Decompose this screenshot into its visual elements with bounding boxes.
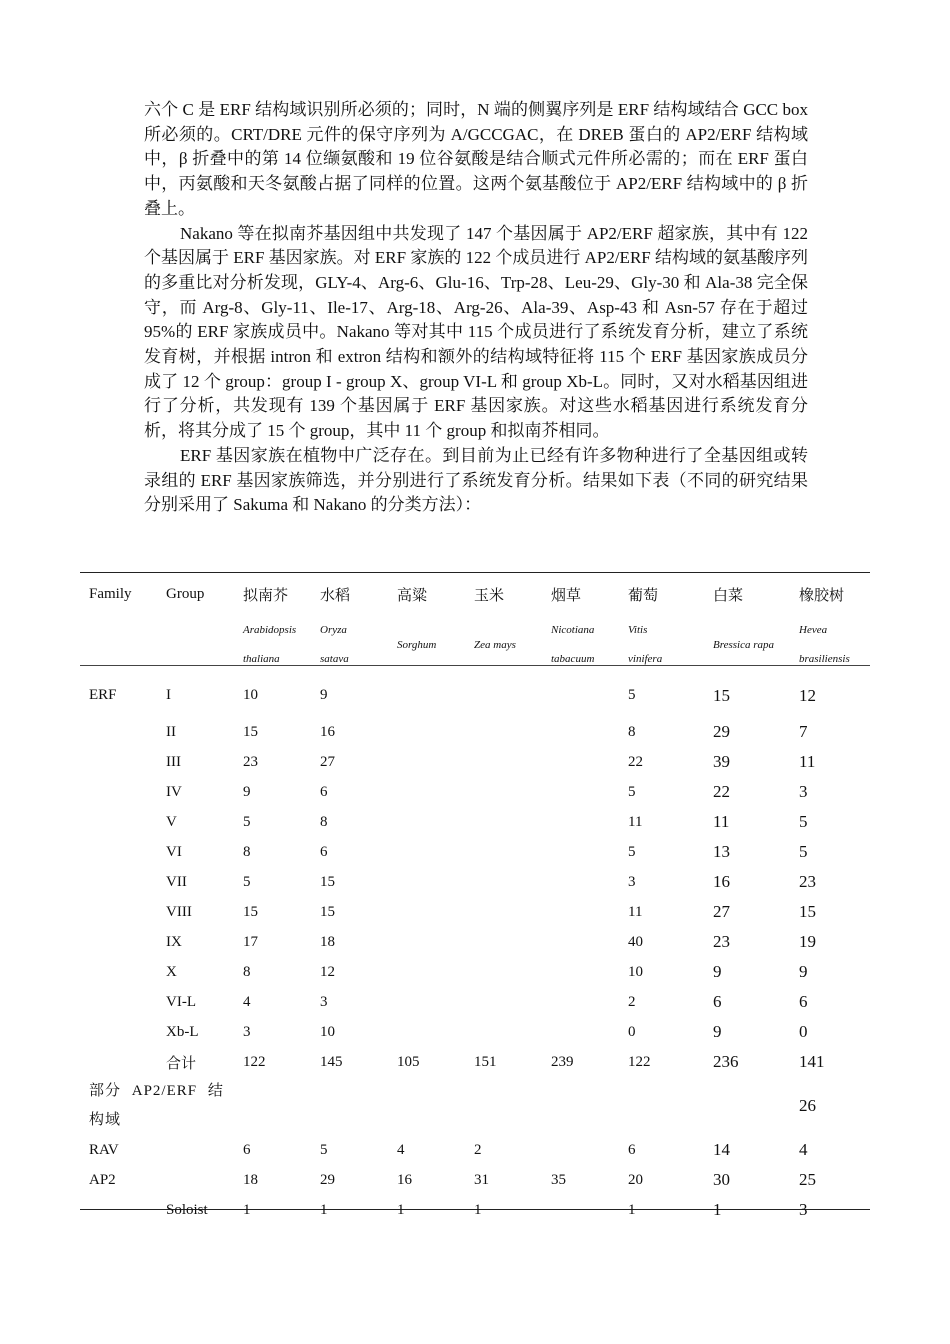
value-cell: 23	[243, 753, 258, 770]
value-cell: 14	[713, 1140, 730, 1159]
column-header-species: 水稻	[320, 587, 351, 604]
value-cell	[465, 807, 542, 837]
group-cell: V	[166, 813, 177, 830]
value-cell: 19	[799, 932, 816, 951]
value-cell: 3	[799, 1200, 808, 1219]
value-cell: 40	[628, 933, 643, 950]
latin-name: Oryza satava	[320, 624, 349, 665]
value-cell: 5	[628, 687, 636, 703]
group-cell: X	[166, 963, 177, 980]
latin-name: Arabidopsis thaliana	[243, 624, 297, 665]
value-cell: 18	[243, 1171, 258, 1188]
family-cell	[80, 957, 157, 987]
value-cell	[542, 867, 619, 897]
value-cell	[388, 867, 465, 897]
value-cell	[542, 837, 619, 867]
table-header-row	[80, 572, 870, 616]
value-cell: 5	[243, 873, 251, 890]
value-cell	[704, 1077, 790, 1135]
value-cell	[465, 674, 542, 717]
value-cell: 105	[397, 1053, 420, 1070]
value-cell: 8	[320, 813, 328, 830]
value-cell: 151	[474, 1053, 497, 1070]
value-cell: 29	[713, 722, 730, 741]
group-cell	[157, 1165, 234, 1195]
column-header-species: 橡胶树	[799, 587, 845, 604]
value-cell: 4	[397, 1141, 405, 1158]
value-cell	[388, 674, 465, 717]
value-cell	[388, 987, 465, 1017]
table-row	[80, 1165, 870, 1195]
paragraph-1: 六个 C 是 ERF 结构域识别所必须的；同时，N 端的侧翼序列是 ERF 结构域结合 GCC box 所必须的。CRT/DRE 元件的保守序列为 A/GCCGAC，在 DREB 蛋白的 AP2/ERF 结构域中，β 折叠中的第 14 位缬氨酸和 19 位谷氨酸是结合顺式元件所必需的；而在 ERF 蛋白中，丙氨酸和天冬氨酸占据了同样的位置。这两个氨基酸位于 AP2/ERF 结构域中的 β 折叠上。	[144, 100, 808, 218]
value-cell: 6	[713, 992, 722, 1011]
value-cell: 15	[799, 902, 816, 921]
column-header-family: Family	[89, 585, 132, 602]
value-cell	[542, 957, 619, 987]
group-cell: VII	[166, 873, 187, 890]
value-cell	[542, 747, 619, 777]
value-cell	[542, 674, 619, 717]
value-cell	[388, 807, 465, 837]
value-cell	[465, 837, 542, 867]
value-cell: 20	[628, 1171, 643, 1188]
family-cell	[80, 1047, 157, 1077]
value-cell: 5	[628, 843, 636, 860]
value-cell: 239	[551, 1053, 574, 1070]
value-cell: 141	[799, 1052, 825, 1071]
family-cell	[80, 1195, 157, 1225]
column-header-species: 高粱	[397, 587, 428, 604]
value-cell: 3	[799, 782, 808, 801]
value-cell: 9	[713, 1022, 722, 1041]
value-cell: 0	[799, 1022, 808, 1041]
value-cell: 5	[799, 812, 808, 831]
family-cell	[80, 807, 157, 837]
value-cell: 26	[799, 1096, 816, 1115]
column-header-species: 白菜	[713, 587, 744, 604]
column-header-species: 葡萄	[628, 587, 659, 604]
value-cell: 6	[320, 843, 328, 860]
value-cell	[465, 927, 542, 957]
value-cell	[542, 1195, 619, 1225]
value-cell	[388, 777, 465, 807]
value-cell: 6	[243, 1141, 251, 1158]
column-header-species: 拟南芥	[243, 587, 289, 604]
value-cell	[465, 957, 542, 987]
value-cell: 1	[397, 1201, 405, 1218]
value-cell: 0	[628, 1023, 636, 1040]
family-cell	[80, 747, 157, 777]
latin-name: Nicotiana tabacuum	[551, 624, 595, 665]
value-cell	[542, 897, 619, 927]
value-cell	[234, 1077, 311, 1135]
value-cell	[465, 867, 542, 897]
group-cell: I	[166, 687, 171, 703]
value-cell: 22	[628, 753, 643, 770]
value-cell	[388, 747, 465, 777]
value-cell: 5	[628, 783, 636, 800]
group-cell	[157, 1135, 234, 1165]
value-cell	[542, 717, 619, 747]
latin-name: Bressica rapa	[713, 639, 775, 651]
value-cell: 4	[799, 1140, 808, 1159]
group-cell: IX	[166, 933, 182, 950]
group-cell: VIII	[166, 903, 192, 920]
value-cell: 8	[628, 723, 636, 740]
value-cell	[542, 927, 619, 957]
family-cell	[80, 897, 157, 927]
value-cell	[388, 957, 465, 987]
table-row	[80, 927, 870, 957]
latin-name-row	[80, 616, 870, 674]
value-cell: 8	[243, 843, 251, 860]
value-cell: 9	[713, 962, 722, 981]
table-row-partial-domain	[80, 1077, 870, 1135]
value-cell	[465, 747, 542, 777]
value-cell: 12	[320, 963, 335, 980]
value-cell: 18	[320, 933, 335, 950]
group-cell: VI-L	[166, 993, 196, 1010]
group-cell: Xb-L	[166, 1023, 199, 1040]
value-cell	[542, 987, 619, 1017]
table-row	[80, 717, 870, 747]
value-cell: 6	[799, 992, 808, 1011]
value-cell	[542, 1135, 619, 1165]
group-cell: Soloist	[166, 1201, 208, 1218]
family-cell	[80, 867, 157, 897]
latin-name: Hevea brasiliensis	[799, 624, 850, 665]
value-cell: 12	[799, 685, 816, 705]
value-cell: 15	[320, 873, 335, 890]
family-cell	[80, 1017, 157, 1047]
value-cell: 145	[320, 1053, 343, 1070]
value-cell: 10	[628, 963, 643, 980]
table-body	[80, 572, 870, 1225]
family-cell	[80, 987, 157, 1017]
value-cell	[388, 1017, 465, 1047]
value-cell	[388, 927, 465, 957]
column-header-group: Group	[166, 585, 205, 602]
value-cell: 3	[243, 1023, 251, 1040]
value-cell: 15	[243, 903, 258, 920]
value-cell	[542, 777, 619, 807]
value-cell: 11	[628, 903, 643, 920]
value-cell	[542, 807, 619, 837]
table-row	[80, 807, 870, 837]
table-row	[80, 1195, 870, 1225]
table-row	[80, 747, 870, 777]
table-row	[80, 957, 870, 987]
value-cell: 5	[320, 1141, 328, 1158]
value-cell	[465, 1017, 542, 1047]
value-cell	[465, 897, 542, 927]
family-cell: ERF	[89, 687, 117, 703]
value-cell: 11	[713, 812, 730, 831]
value-cell: 30	[713, 1170, 730, 1189]
family-cell	[80, 927, 157, 957]
value-cell: 35	[551, 1171, 566, 1188]
table-row	[80, 897, 870, 927]
value-cell: 2	[628, 993, 636, 1010]
value-cell: 29	[320, 1171, 335, 1188]
value-cell: 3	[628, 873, 636, 890]
value-cell: 27	[713, 902, 730, 921]
table-row	[80, 867, 870, 897]
latin-name: Vitis vinifera	[628, 624, 663, 665]
value-cell: 8	[243, 963, 251, 980]
value-cell: 22	[713, 782, 730, 801]
value-cell: 16	[397, 1171, 412, 1188]
table-row	[80, 837, 870, 867]
value-cell: 39	[713, 752, 730, 771]
value-cell: 1	[243, 1201, 251, 1218]
value-cell: 122	[243, 1053, 266, 1070]
value-cell: 3	[320, 993, 328, 1010]
column-header-species: 烟草	[551, 587, 582, 604]
value-cell: 17	[243, 933, 258, 950]
value-cell: 23	[799, 872, 816, 891]
value-cell: 16	[320, 723, 335, 740]
group-cell: 合计	[166, 1055, 197, 1072]
body-text	[144, 98, 808, 518]
value-cell: 9	[320, 687, 328, 703]
value-cell: 9	[799, 962, 808, 981]
value-cell: 27	[320, 753, 335, 770]
group-cell: IV	[166, 783, 182, 800]
value-cell: 16	[713, 872, 730, 891]
value-cell: 4	[243, 993, 251, 1010]
value-cell	[465, 777, 542, 807]
value-cell	[388, 717, 465, 747]
partial-domain-label: 部分 AP2/ERF 结构域	[89, 1083, 224, 1128]
family-cell: AP2	[89, 1171, 116, 1188]
latin-name: Sorghum	[397, 639, 437, 651]
value-cell	[465, 1077, 542, 1135]
value-cell: 7	[799, 722, 808, 741]
value-cell: 5	[799, 842, 808, 861]
value-cell: 31	[474, 1171, 489, 1188]
value-cell: 15	[713, 685, 730, 705]
value-cell	[542, 1077, 619, 1135]
value-cell: 23	[713, 932, 730, 951]
value-cell: 236	[713, 1052, 739, 1071]
value-cell	[465, 987, 542, 1017]
value-cell	[388, 1077, 465, 1135]
value-cell: 15	[320, 903, 335, 920]
table-row	[80, 777, 870, 807]
value-cell: 11	[799, 752, 816, 771]
value-cell	[465, 717, 542, 747]
value-cell	[388, 897, 465, 927]
value-cell: 5	[243, 813, 251, 830]
family-cell: RAV	[89, 1141, 119, 1158]
value-cell: 1	[474, 1201, 482, 1218]
paragraph-3: ERF 基因家族在植物中广泛存在。到目前为止已经有许多物种进行了全基因组或转录组的 ERF 基因家族筛选，并分别进行了系统发育分析。结果如下表（不同的研究结果分别采用了 Sakuma 和 Nakano 的分类方法）：	[144, 445, 808, 515]
latin-name: Zea mays	[474, 639, 516, 651]
value-cell: 6	[320, 783, 328, 800]
value-cell	[542, 1017, 619, 1047]
group-cell: II	[166, 723, 176, 740]
table-row	[80, 1017, 870, 1047]
group-cell: III	[166, 753, 181, 770]
value-cell	[619, 1077, 704, 1135]
table-row	[80, 674, 870, 717]
value-cell: 9	[243, 783, 251, 800]
value-cell: 6	[628, 1141, 636, 1158]
group-cell: VI	[166, 843, 182, 860]
value-cell: 15	[243, 723, 258, 740]
value-cell: 13	[713, 842, 730, 861]
value-cell: 122	[628, 1053, 651, 1070]
value-cell: 1	[320, 1201, 328, 1218]
value-cell: 10	[243, 687, 258, 703]
column-header-species: 玉米	[474, 587, 505, 604]
family-cell	[80, 837, 157, 867]
paragraph-2: Nakano 等在拟南芥基因组中共发现了 147 个基因属于 AP2/ERF 超家族，其中有 122 个基因属于 ERF 基因家族。对 ERF 家族的 122 个成员进行 AP2/ERF 结构域的氨基酸序列的多重比对分析发现，GLY-4、Arg-6、Glu-16、Trp-28、Leu-29、Gly-30 和 Ala-38 完全保守，而 Arg-8、Gly-11、Ile-17、Arg-18、Arg-26、Ala-39、Asp-43 和 Asn-57 存在于超过 95%的 ERF 家族成员中。Nakano 等对其中 115 个成员进行了系统发育分析，建立了系统发育树，并根据 intron 和 extron 结构和额外的结构域特征将 115 个 ERF 基因家族成员分成了 12 个 group：group I - group X、group VI-L 和 group Xb-L。同时，又对水稻基因组进行了分析，共发现有 139 个基因属于 ERF 基因家族。对这些水稻基因进行系统发育分析，将其分成了 15 个 group，其中 11 个 group 和拟南芥相同。	[144, 223, 808, 441]
value-cell: 1	[713, 1200, 722, 1219]
value-cell: 10	[320, 1023, 335, 1040]
value-cell: 11	[628, 813, 643, 830]
family-cell	[80, 777, 157, 807]
value-cell: 25	[799, 1170, 816, 1189]
table-row	[80, 1047, 870, 1077]
value-cell: 2	[474, 1141, 482, 1158]
value-cell: 1	[628, 1201, 636, 1218]
table-row	[80, 987, 870, 1017]
family-cell	[80, 717, 157, 747]
table-row	[80, 1135, 870, 1165]
value-cell	[311, 1077, 388, 1135]
value-cell	[388, 837, 465, 867]
